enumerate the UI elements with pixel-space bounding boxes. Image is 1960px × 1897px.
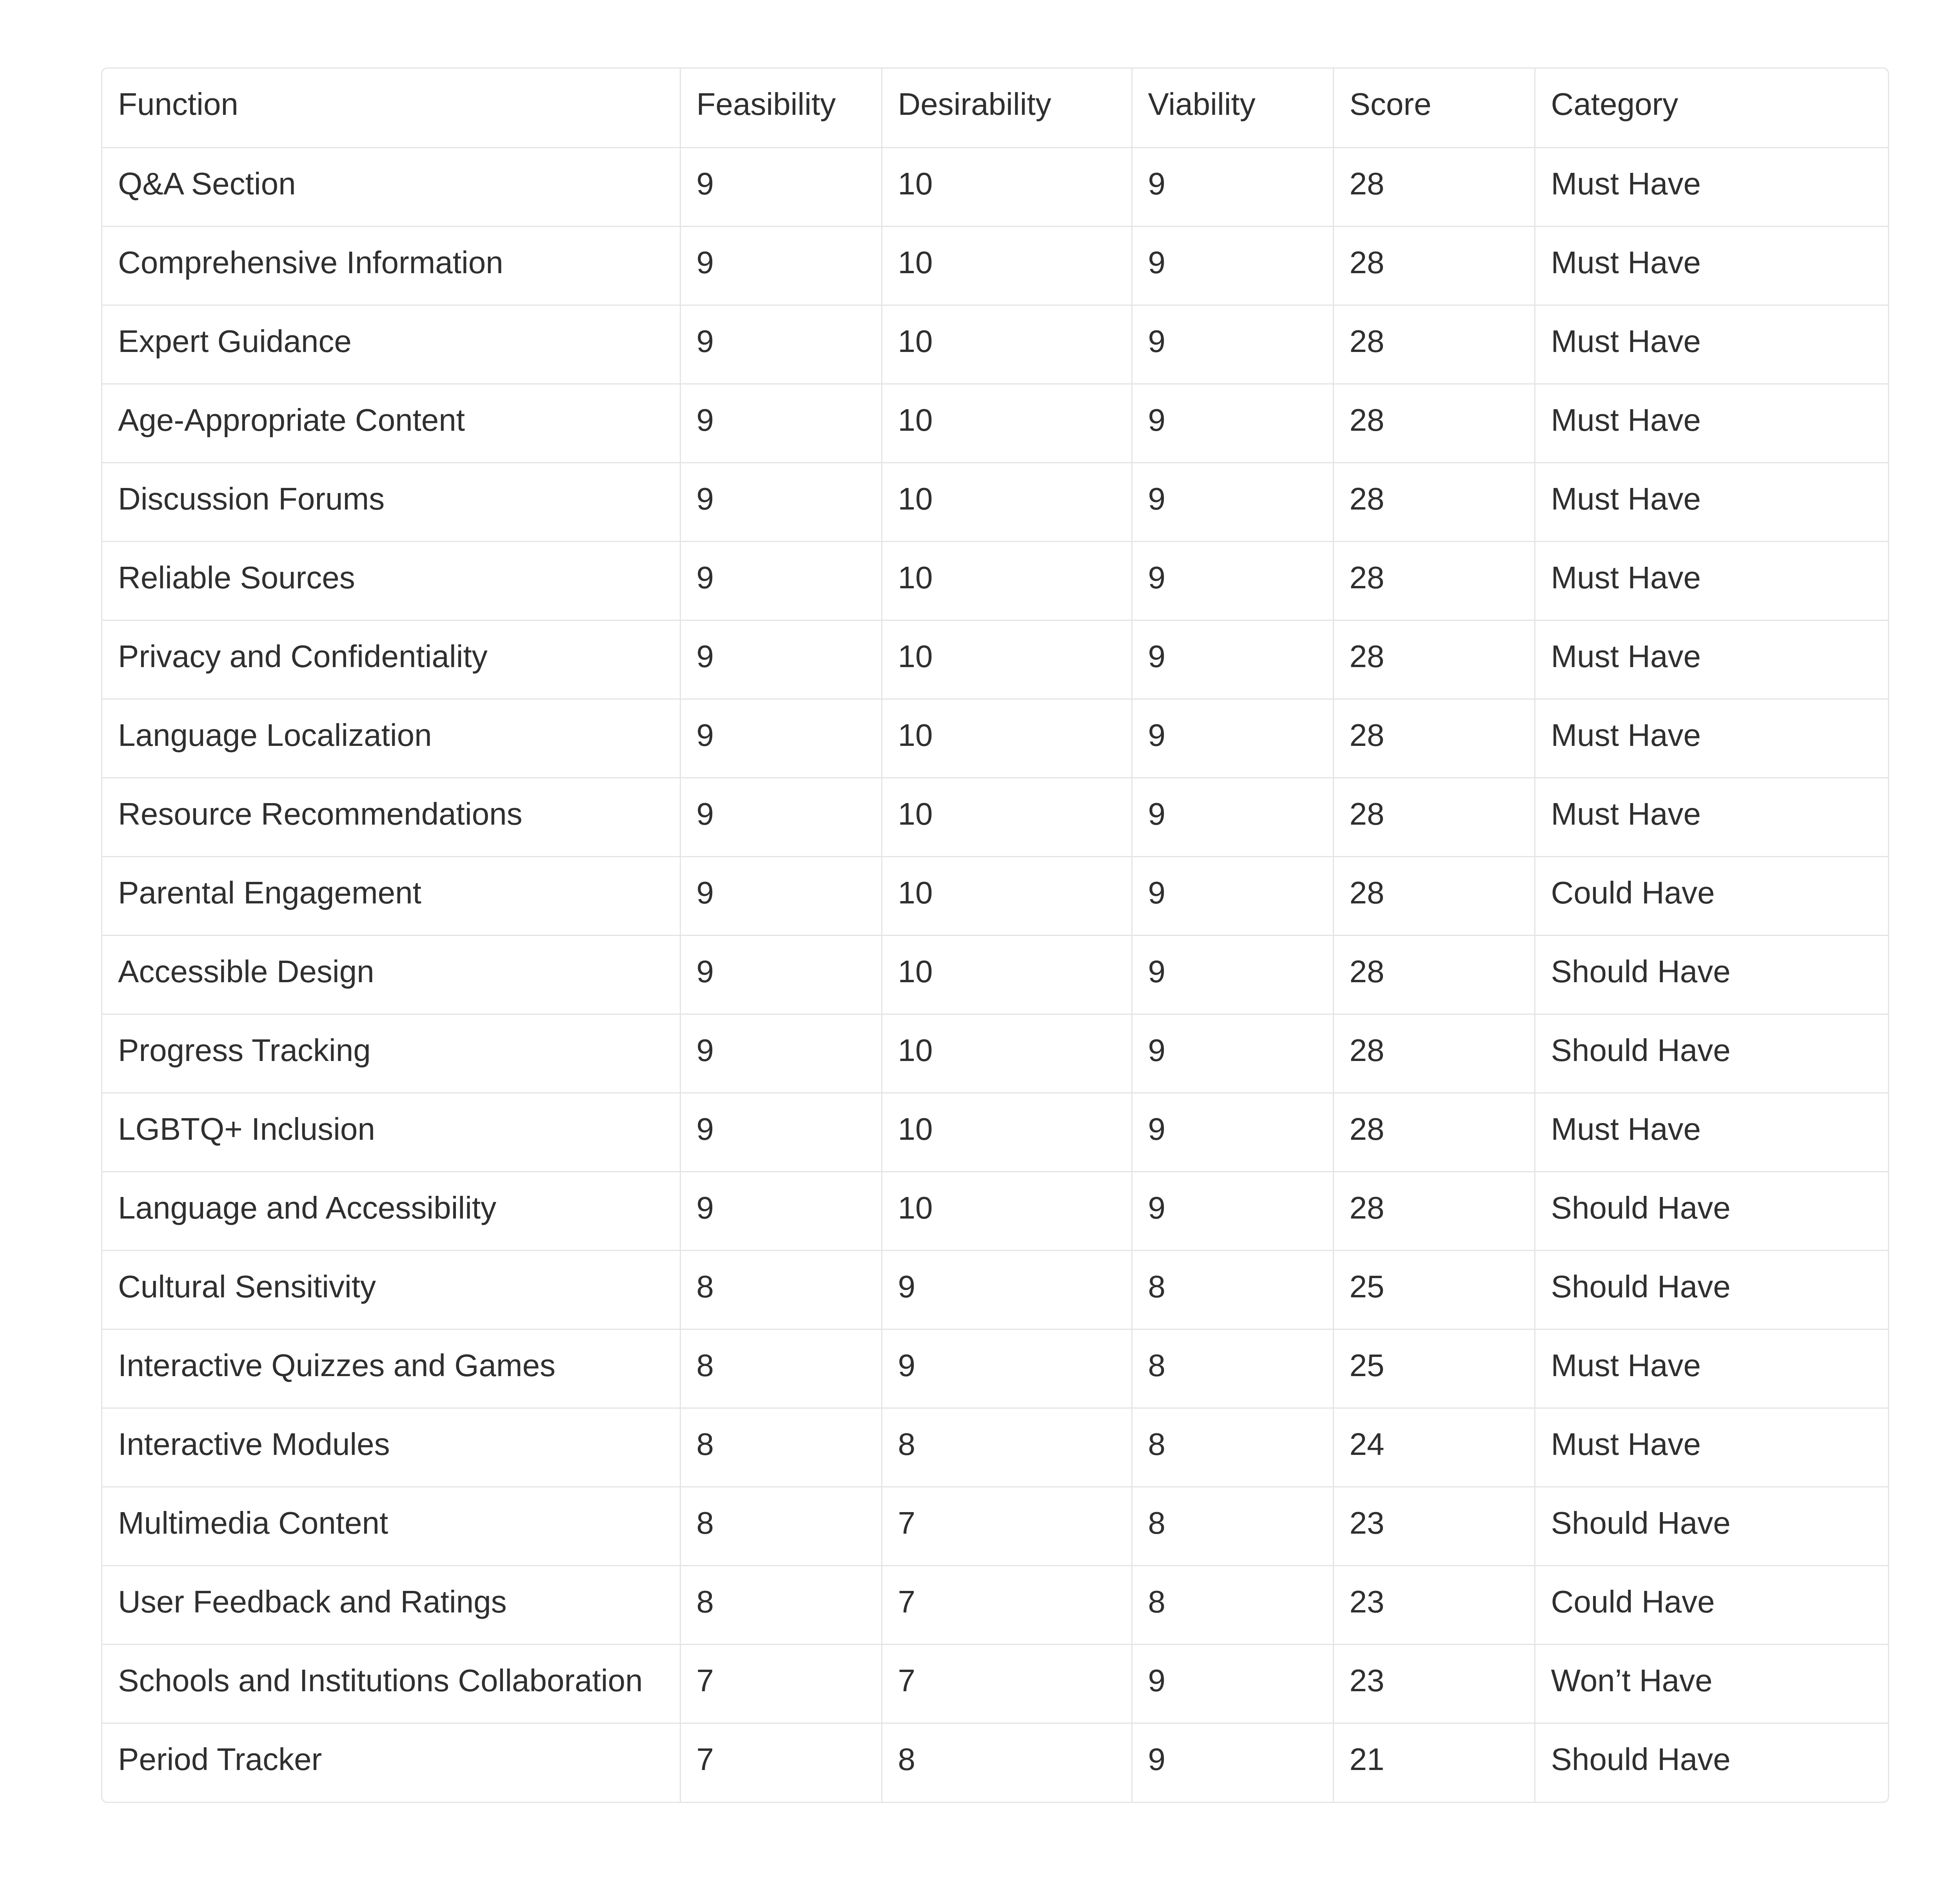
cell-function: Interactive Quizzes and Games: [102, 1329, 680, 1408]
cell-desirability: 10: [882, 699, 1132, 778]
cell-score: 25: [1333, 1329, 1535, 1408]
cell-score: 28: [1333, 778, 1535, 856]
table-row: [102, 1644, 1888, 1723]
cell-feasibility: 9: [680, 147, 882, 226]
cell-category: Should Have: [1535, 1172, 1888, 1250]
cell-viability: 9: [1132, 305, 1333, 384]
header-score: Score: [1333, 69, 1535, 147]
cell-function: Discussion Forums: [102, 462, 680, 541]
cell-category: Should Have: [1535, 1014, 1888, 1093]
cell-viability: 8: [1132, 1408, 1333, 1487]
cell-desirability: 10: [882, 935, 1132, 1014]
cell-category: Must Have: [1535, 1093, 1888, 1172]
cell-desirability: 7: [882, 1565, 1132, 1644]
cell-viability: 8: [1132, 1250, 1333, 1329]
cell-desirability: 10: [882, 226, 1132, 305]
cell-feasibility: 8: [680, 1408, 882, 1487]
cell-function: Interactive Modules: [102, 1408, 680, 1487]
cell-function: Progress Tracking: [102, 1014, 680, 1093]
cell-score: 24: [1333, 1408, 1535, 1487]
cell-feasibility: 9: [680, 1014, 882, 1093]
cell-category: Should Have: [1535, 1250, 1888, 1329]
table-row: [102, 1014, 1888, 1093]
cell-score: 28: [1333, 541, 1535, 620]
cell-viability: 9: [1132, 1172, 1333, 1250]
cell-desirability: 10: [882, 1014, 1132, 1093]
cell-score: 28: [1333, 1014, 1535, 1093]
cell-function: Accessible Design: [102, 935, 680, 1014]
cell-feasibility: 9: [680, 620, 882, 699]
cell-desirability: 9: [882, 1250, 1132, 1329]
cell-feasibility: 9: [680, 462, 882, 541]
cell-score: 28: [1333, 384, 1535, 462]
cell-viability: 9: [1132, 1644, 1333, 1723]
cell-viability: 8: [1132, 1487, 1333, 1565]
cell-score: 23: [1333, 1565, 1535, 1644]
cell-viability: 9: [1132, 1093, 1333, 1172]
cell-function: User Feedback and Ratings: [102, 1565, 680, 1644]
cell-viability: 9: [1132, 462, 1333, 541]
cell-feasibility: 9: [680, 935, 882, 1014]
cell-desirability: 9: [882, 1329, 1132, 1408]
cell-score: 28: [1333, 1172, 1535, 1250]
cell-viability: 9: [1132, 147, 1333, 226]
cell-score: 25: [1333, 1250, 1535, 1329]
cell-function: Multimedia Content: [102, 1487, 680, 1565]
cell-score: 28: [1333, 620, 1535, 699]
cell-desirability: 10: [882, 778, 1132, 856]
cell-score: 28: [1333, 699, 1535, 778]
cell-desirability: 10: [882, 305, 1132, 384]
cell-function: Age-Appropriate Content: [102, 384, 680, 462]
cell-score: 28: [1333, 462, 1535, 541]
cell-feasibility: 8: [680, 1487, 882, 1565]
table-row: [102, 1329, 1888, 1408]
table-row: [102, 1408, 1888, 1487]
table-row: [102, 1565, 1888, 1644]
cell-category: Must Have: [1535, 620, 1888, 699]
cell-desirability: 8: [882, 1408, 1132, 1487]
table-row: [102, 699, 1888, 778]
cell-score: 28: [1333, 856, 1535, 935]
cell-category: Must Have: [1535, 1329, 1888, 1408]
cell-feasibility: 7: [680, 1723, 882, 1802]
cell-desirability: 10: [882, 147, 1132, 226]
cell-viability: 9: [1132, 856, 1333, 935]
cell-score: 23: [1333, 1487, 1535, 1565]
cell-category: Must Have: [1535, 1408, 1888, 1487]
cell-desirability: 7: [882, 1487, 1132, 1565]
cell-category: Should Have: [1535, 1487, 1888, 1565]
table-row: [102, 935, 1888, 1014]
table-row: [102, 384, 1888, 462]
cell-function: LGBTQ+ Inclusion: [102, 1093, 680, 1172]
cell-desirability: 10: [882, 541, 1132, 620]
cell-feasibility: 9: [680, 1172, 882, 1250]
cell-desirability: 10: [882, 462, 1132, 541]
table-row: [102, 147, 1888, 226]
cell-viability: 9: [1132, 1723, 1333, 1802]
cell-category: Must Have: [1535, 226, 1888, 305]
header-viability: Viability: [1132, 69, 1333, 147]
cell-category: Must Have: [1535, 699, 1888, 778]
cell-category: Should Have: [1551, 1741, 1731, 1777]
cell-function: Q&A Section: [102, 147, 680, 226]
cell-function: Comprehensive Information: [102, 226, 680, 305]
cell-viability: 9: [1132, 620, 1333, 699]
cell-function: Parental Engagement: [102, 856, 680, 935]
prioritization-table: [102, 69, 1888, 1802]
cell-desirability: 10: [882, 856, 1132, 935]
table-row: [102, 778, 1888, 856]
cell-desirability: 10: [882, 620, 1132, 699]
cell-function: Schools and Institutions Collaboration: [102, 1644, 680, 1723]
cell-category: Must Have: [1535, 462, 1888, 541]
cell-feasibility: 9: [680, 305, 882, 384]
cell-feasibility: 8: [680, 1565, 882, 1644]
cell-feasibility: 9: [680, 856, 882, 935]
table-row: [102, 856, 1888, 935]
header-desirability: Desirability: [882, 69, 1132, 147]
table-row: [102, 226, 1888, 305]
cell-viability: 9: [1132, 541, 1333, 620]
cell-viability: 8: [1132, 1329, 1333, 1408]
table-row: [102, 541, 1888, 620]
cell-feasibility: 9: [680, 1093, 882, 1172]
cell-category: Should Have: [1535, 935, 1888, 1014]
cell-function: Resource Recommendations: [102, 778, 680, 856]
cell-viability: 9: [1132, 226, 1333, 305]
table-row: [102, 1723, 1888, 1802]
cell-viability: 9: [1132, 1014, 1333, 1093]
cell-function: Expert Guidance: [102, 305, 680, 384]
cell-desirability: 7: [882, 1644, 1132, 1723]
cell-desirability: 10: [882, 384, 1132, 462]
table-row: [102, 462, 1888, 541]
cell-category: Must Have: [1535, 147, 1888, 226]
header-feasibility: Feasibility: [680, 69, 882, 147]
cell-category: Must Have: [1535, 541, 1888, 620]
table-row: [102, 1487, 1888, 1565]
cell-viability: 9: [1132, 384, 1333, 462]
cell-score: 28: [1333, 1093, 1535, 1172]
cell-feasibility: 8: [680, 1250, 882, 1329]
header-category: Category: [1535, 69, 1888, 147]
cell-feasibility: 9: [680, 541, 882, 620]
cell-feasibility: 9: [680, 226, 882, 305]
cell-category: Must Have: [1535, 305, 1888, 384]
cell-desirability: 8: [882, 1723, 1132, 1802]
table-row: [102, 1250, 1888, 1329]
table-row: [102, 1172, 1888, 1250]
cell-category: Could Have: [1535, 1565, 1888, 1644]
cell-function: Period Tracker: [102, 1723, 680, 1802]
cell-category: Could Have: [1535, 856, 1888, 935]
cell-score: 28: [1333, 935, 1535, 1014]
cell-function: Cultural Sensitivity: [102, 1250, 680, 1329]
table-body: [102, 147, 1888, 1802]
cell-function: Language and Accessibility: [102, 1172, 680, 1250]
cell-viability: 9: [1132, 935, 1333, 1014]
cell-viability: 8: [1132, 1565, 1333, 1644]
cell-desirability: 10: [882, 1172, 1132, 1250]
cell-score: 23: [1333, 1644, 1535, 1723]
prioritization-table-container: [101, 67, 1889, 1803]
cell-category: Must Have: [1535, 778, 1888, 856]
cell-function: Language Localization: [102, 699, 680, 778]
cell-score: 28: [1333, 226, 1535, 305]
cell-desirability: 10: [882, 1093, 1132, 1172]
table-row: [102, 1093, 1888, 1172]
cell-score: 28: [1333, 305, 1535, 384]
header-function: Function: [102, 69, 680, 147]
cell-score: 28: [1333, 147, 1535, 226]
table-row: [102, 620, 1888, 699]
cell-feasibility: 8: [680, 1329, 882, 1408]
cell-feasibility: 9: [680, 699, 882, 778]
cell-score: 21: [1333, 1723, 1535, 1802]
cell-feasibility: 7: [680, 1644, 882, 1723]
table-header-row: [102, 69, 1888, 147]
cell-category: Won’t Have: [1535, 1644, 1888, 1723]
cell-function: Privacy and Confidentiality: [102, 620, 680, 699]
cell-feasibility: 9: [680, 778, 882, 856]
cell-category: Must Have: [1535, 384, 1888, 462]
cell-function: Reliable Sources: [102, 541, 680, 620]
cell-feasibility: 9: [680, 384, 882, 462]
cell-viability: 9: [1132, 778, 1333, 856]
table-row: [102, 305, 1888, 384]
cell-viability: 9: [1132, 699, 1333, 778]
